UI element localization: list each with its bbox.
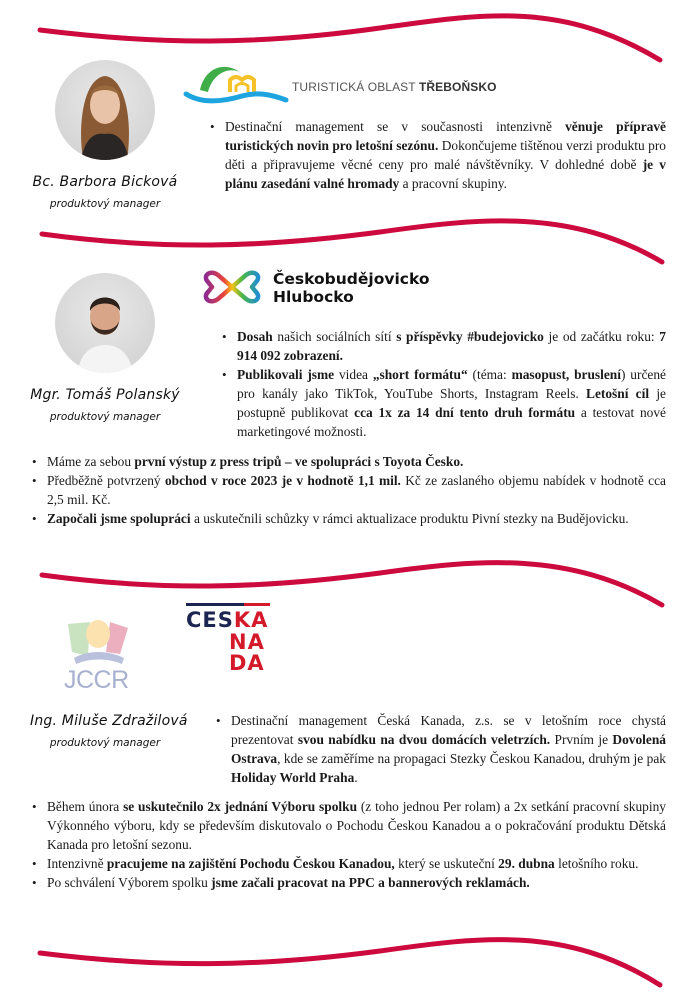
bold-text: se uskutečnilo 2x jednání Výboru spolku — [123, 799, 358, 814]
list-item — [47, 797, 666, 854]
logo-rule-red — [244, 603, 270, 606]
portrait-photo-icon — [55, 60, 155, 160]
text: Máme za sebou — [47, 454, 135, 469]
logo-text-regular: TURISTICKÁ OBLAST — [292, 80, 419, 94]
bold-text: s příspěvky #budejovicko — [396, 329, 544, 344]
text: a pracovní skupiny. — [399, 176, 507, 191]
ceska-kanada-bullets — [215, 711, 666, 787]
text: který se uskuteční — [394, 856, 499, 871]
text: a uskutečnili schůzky v rámci aktualizace produktu Pivní stezky na Budějovicku. — [190, 511, 629, 526]
trebonsko-logo-icon — [182, 56, 292, 108]
text: . — [354, 770, 358, 785]
double-heart-logo-icon — [200, 270, 264, 304]
list-item — [237, 365, 666, 441]
text: Dokončujeme tištěnou verzi produktu pro děti a připravujeme věcné ceny pro malé návštěvníky. V dohledné době — [225, 138, 666, 172]
list-item — [47, 873, 666, 892]
bold-text: Publikovali jsme — [237, 367, 335, 382]
bold-text: obchod v roce 2023 je v hodnotě 1,1 mil. — [164, 473, 401, 488]
text: (z toho jednou Per rolam) a 2x setkání pracovní skupiny Výkonného výboru, kdy se především diskutovalo o Pochodu Českou Kanadou a o pokračování produktu Dětská Kanada pro letošní sezonu. — [47, 799, 666, 852]
text: Prvním je — [550, 732, 613, 747]
text: Kč ze zaslaného objemu nabídek v hodnotě cca 2,5 mil. Kč. — [47, 473, 666, 507]
text: a testovat nové marketingové možnosti. — [237, 405, 666, 439]
bold-text: masopust, bruslení — [511, 367, 621, 382]
bold-text: Holiday World Praha — [231, 770, 355, 785]
list-item — [231, 711, 666, 787]
bold-text: pracujeme na zajištění Pochodu Českou Kanadou, — [106, 856, 395, 871]
logo-turisticka-oblast-trebonsko — [182, 56, 502, 112]
text: (téma: — [467, 367, 512, 382]
list-item — [47, 509, 666, 528]
bold-text: Dovolená Ostrava — [231, 732, 666, 766]
avatar-barbora-bickova — [55, 60, 155, 160]
ceska-kanada-extra-bullets — [31, 797, 666, 892]
text: letošního roku. — [554, 856, 639, 871]
logo-rule-navy — [186, 603, 244, 606]
logo-ces: CES — [186, 608, 234, 632]
ceskobudejovicko-bullets — [221, 327, 666, 441]
text: je od začátku roku: — [543, 329, 660, 344]
logo-jccr — [62, 612, 142, 697]
logo-ka: KA — [233, 608, 269, 632]
logo-text-bold: TŘEBOŇSKO — [418, 80, 497, 94]
bullet-list — [221, 327, 666, 441]
bullet-list — [31, 452, 666, 528]
text: videa — [334, 367, 373, 382]
bold-text: věnuje přípravě turistických novin pro letošní sezónu. — [225, 119, 667, 153]
portrait-photo-icon — [55, 273, 155, 373]
text: Po schválení Výborem spolku — [47, 875, 212, 890]
text: Destinační management Česká Kanada, z.s. se v letošním roce chystá prezentovat — [231, 713, 666, 747]
list-item — [237, 327, 666, 365]
bold-text: Započali jsme spolupráci — [47, 511, 191, 526]
bold-text: svou nabídku na dvou domácích veletrzích. — [297, 732, 551, 747]
bullet-list — [209, 117, 666, 193]
text: Předběžně potvrzený — [47, 473, 165, 488]
bold-text: 29. dubna — [498, 856, 555, 871]
jccr-logo-icon — [62, 612, 132, 672]
logo-na: NA — [229, 630, 265, 654]
text: ) určené pro kanály jako TikTok, YouTube Shorts, Instagram Reels. — [237, 367, 666, 401]
person-name: Bc. Barbora Bicková — [32, 174, 178, 190]
person-role: produktový manager — [49, 198, 161, 210]
logo-da: DA — [229, 651, 265, 675]
list-item — [47, 471, 666, 509]
list-item — [47, 854, 666, 873]
text: je postupně publikovat — [237, 386, 667, 420]
bold-text: je v plánu zasedání valné hromady — [225, 157, 667, 191]
decorative-wave-divider — [0, 925, 700, 995]
text: Destinační management se v současnosti intenzivně — [225, 119, 566, 134]
bold-text: 7 914 092 zobrazení. — [237, 329, 666, 363]
bold-text: cca 1x za 14 dní tento druh formátu — [354, 405, 576, 420]
trebonsko-bullets — [209, 117, 666, 193]
logo-ceska-kanada — [186, 603, 272, 675]
logo-line-1: Českobudějovicko — [273, 270, 430, 288]
person-name: Mgr. Tomáš Polanský — [30, 387, 180, 403]
list-item — [47, 452, 666, 471]
avatar-tomas-polansky — [55, 273, 155, 373]
text: Během února — [47, 799, 124, 814]
bullet-list — [31, 797, 666, 892]
bold-text: Dosah — [237, 329, 273, 344]
person-role: produktový manager — [49, 411, 161, 423]
bold-text: „short formátu“ — [372, 367, 468, 382]
text: , kde se zaměříme na propagaci Stezky Českou Kanadou, druhým je pak — [277, 751, 666, 766]
bold-text: první výstup z press tripů – ve spolupráci s Toyota Česko. — [134, 454, 464, 469]
person-role: produktový manager — [49, 737, 161, 749]
bold-text: jsme začali pracovat na PPC a bannerových reklamách. — [211, 875, 530, 890]
text: Intenzivně — [47, 856, 107, 871]
logo-line-2: Hlubocko — [273, 288, 354, 306]
logo-ceskobudejovicko-hlubocko — [200, 268, 460, 308]
bullet-list — [215, 711, 666, 787]
person-name: Ing. Miluše Zdražilová — [30, 713, 188, 729]
bold-text: Letošní cíl — [586, 386, 650, 401]
ceskobudejovicko-extra-bullets — [31, 452, 666, 528]
text: našich sociálních sítí — [272, 329, 397, 344]
jccr-logo-text: JCCR — [64, 666, 129, 694]
list-item — [225, 117, 666, 193]
